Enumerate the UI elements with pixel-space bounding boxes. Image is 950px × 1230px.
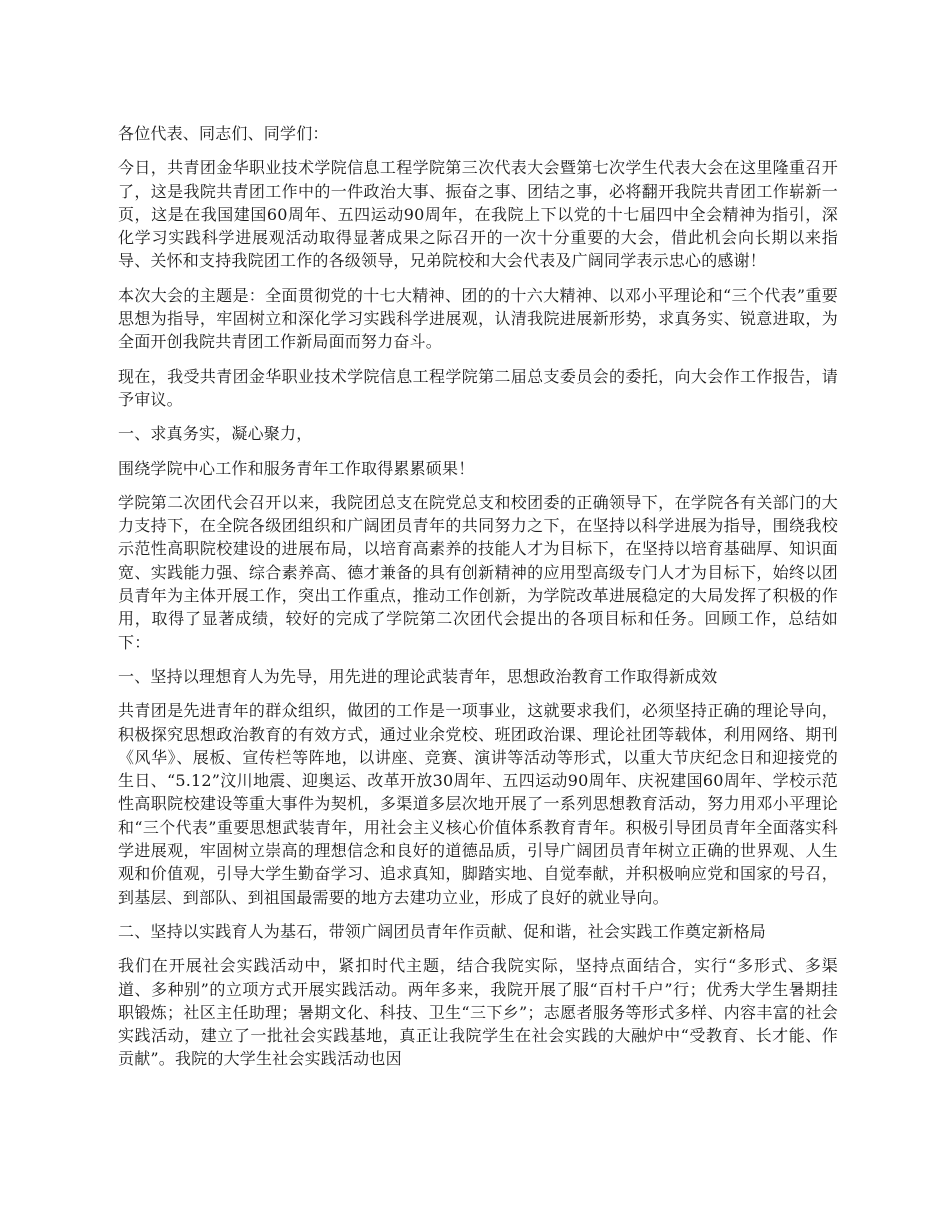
salutation: 各位代表、同志们、同学们： xyxy=(118,124,329,143)
ideology-paragraph: 共青团是先进青年的群众组织，做团的工作是一项事业，这就要求我们，必须坚持正确的理论导向，积极探究思想政治教育的有效方式，通过业余党校、班团政治课、理论社团等载体，利用网络、期刊《风华》、展板、宣传栏等阵地，以讲座、竞赛、演讲等活动等形式，以重大节庆纪念日和迎接党的生日、“5.12”汶川地震、迎奥运、改革开放30周年、五四运动90周年、庆祝建国60周年、学校示范性高职院校建设等重大事件为契机，多渠道多层次地开展了一系列思想教育活动，努力用邓小平理论和“三个代表”重要思想武装青年，用社会主义核心价值体系教育青年。积极引导团员青年全面落实科学进展观，牢固树立崇高的理想信念和良好的道德品质，引导广阔团员青年树立正确的世界观、人生观和价值观，引导大学生勤奋学习、追求真知，脚踏实地、自觉奉献，并积极响应党和国家的号召，到基层、到部队、到祖国最需要的地方去建功立业，形成了良好的就业导向。 xyxy=(118,701,838,907)
review-paragraph: 学院第二次团代会召开以来，我院团总支在院党总支和校团委的正确领导下，在学院各有关部门的大力支持下，在全院各级团组织和广阔团员青年的共同努力之下，在坚持以科学进展为指导，围绕我校示范性高职院校建设的进展布局，以培育高素养的技能人才为目标下，在坚持以培育基础厚、知识面宽、实践能力强、综合素养高、德才兼备的具有创新精神的应用型高级专门人才为目标下，始终以团员青年为主体开展工作，突出工作重点，推动工作创新，为学院改革进展稳定的大局发挥了积极的作用，取得了显著成绩，较好的完成了学院第二次团代会提出的各项目标和任务。回顾工作，总结如下： xyxy=(118,492,838,652)
section-heading-1: 一、求真务实，凝心聚力， xyxy=(118,424,313,444)
practice-paragraph: 我们在开展社会实践活动中，紧扣时代主题，结合我院实际，坚持点面结合，实行“多形式、多渠道、多种别”的立项方式开展实践活动。两年多来，我院开展了服“百村千户”行；优秀大学生暑期挂职锻炼；社区主任助理；暑期文化、科技、卫生“三下乡”；志愿者服务等形式多样、内容丰富的社会实践活动，建立了一批社会实践基地，真正让我院学生在社会实践的大融炉中“受教育、长才能、作贡献”。我院的大学生社会实践活动也因 xyxy=(118,956,838,1069)
opening-paragraph: 今日，共青团金华职业技术学院信息工程学院第三次代表大会暨第七次学生代表大会在这里隆重召开了，这是我院共青团工作中的一件政治大事、振奋之事、团结之事，必将翻开我院共青团工作崭新一页，这是在我国建国60周年、五四运动90周年，在我院上下以党的十七届四中全会精神为指引，深化学习实践科学进展观活动取得显著成果之际召开的一次十分重要的大会，借此机会向长期以来指导、关怀和支持我院团工作的各级领导，兄弟院校和大会代表及广阔同学表示忠心的感谢！ xyxy=(118,158,838,271)
report-intro-paragraph: 现在，我受共青团金华职业技术学院信息工程学院第二届总支委员会的委托，向大会作工作报告，请予审议。 xyxy=(118,366,838,409)
subheading-ideology: 一、坚持以理想育人为先导，用先进的理论武装青年，思想政治教育工作取得新成效 xyxy=(118,666,718,686)
subheading-practice: 二、坚持以实践育人为基石，带领广阔团员青年作贡献、促和谐，社会实践工作奠定新格局 xyxy=(118,921,767,941)
theme-paragraph: 本次大会的主题是：全面贯彻党的十七大精神、团的的十六大精神、以邓小平理论和“三个代表”重要思想为指导，牢固树立和深化学习实践科学进展观，认清我院进展新形势，求真务实、锐意进取，为全面开创我院共青团工作新局面而努力奋斗。 xyxy=(118,285,838,352)
section-heading-1-sub: 围绕学院中心工作和服务青年工作取得累累硕果！ xyxy=(118,458,475,478)
